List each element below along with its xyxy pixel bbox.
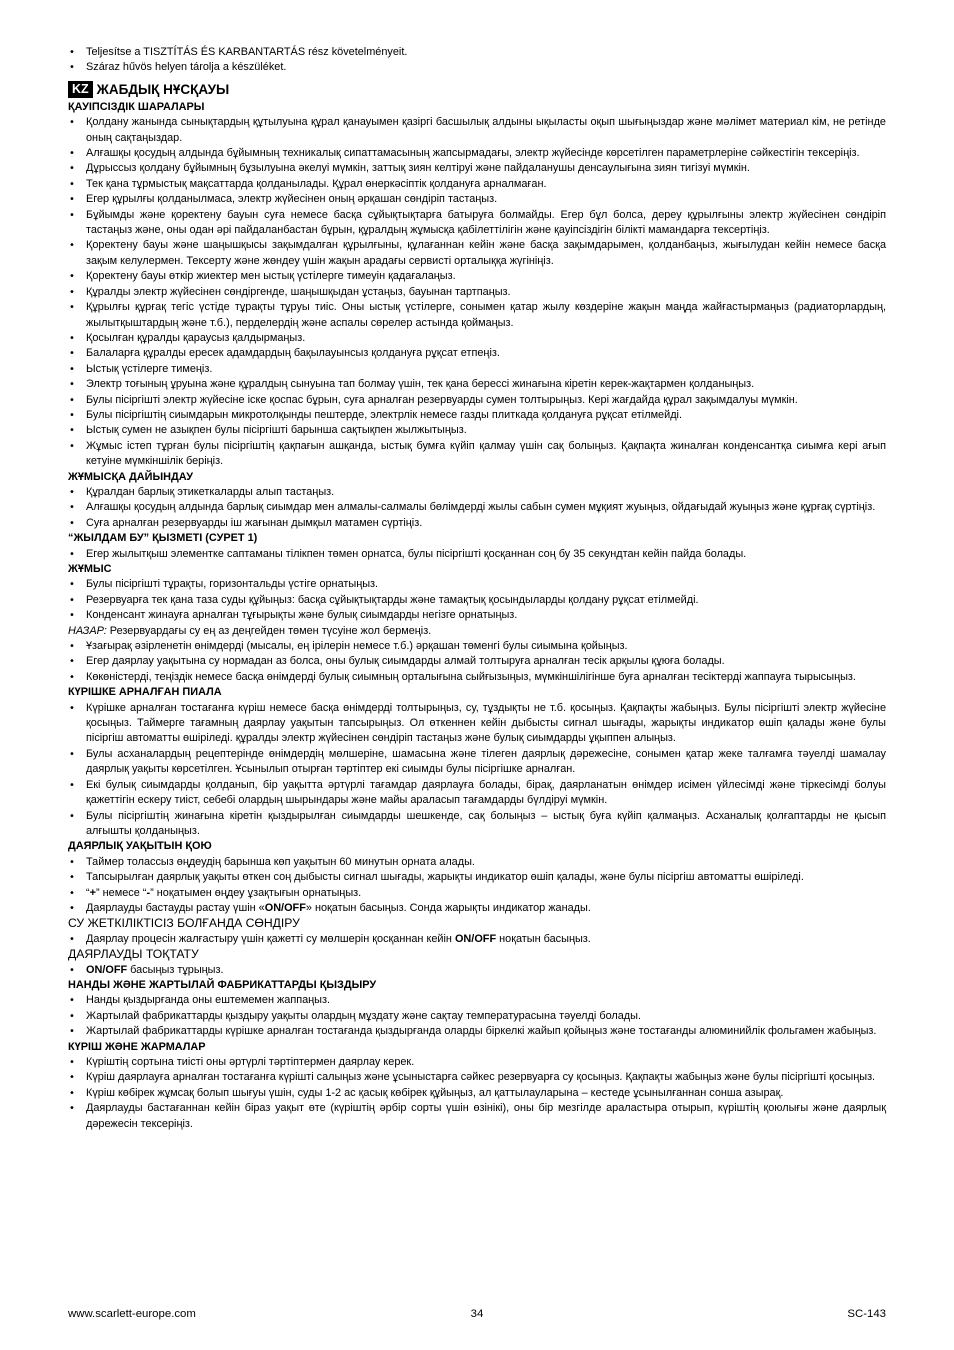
section-title-rice-bowl: КҮРІШКЕ АРНАЛҒАН ПИАЛА: [68, 686, 222, 699]
list-item: • Балаларға құралды ересек адамдардың бақылауынсыз қолдануға рұқсат етпеңіз.: [68, 346, 886, 361]
list-item: • Құралды электр жүйесінен сөндіргенде, шаңышқыдан ұстаңыз, бауынан тартпаңыз.: [68, 285, 886, 300]
section-title-reheating: НАНДЫ ЖӘНЕ ЖАРТЫЛАЙ ФАБРИКАТТАРДЫ ҚЫЗДЫРУ: [68, 978, 377, 991]
language-badge: KZ: [68, 81, 93, 98]
intro-list: [68, 45, 886, 76]
plus-key-label: +: [89, 886, 97, 899]
list-item: • Құрылғы құрғақ тегіс үстіде тұрақты тұруы тиіс. Оны ыстық үстілерге, сонымен қатар жылу көздеріне жақын маңда жайғастырмаңыз (радиаторлардың, жылытқыштардың және т.б.), перделердің және аспалы сөрелер астында қоймаңыз.: [68, 300, 886, 331]
list-item: • Күріштің сортына тиісті оны әртүрлі тәртіптермен даярлау керек.: [68, 1055, 886, 1070]
preparation-list: [68, 485, 886, 531]
section-title-stop: ДАЯРЛАУДЫ ТОҚТАТУ: [68, 947, 199, 962]
operation-list: [68, 577, 886, 623]
footer-model: SC-143: [847, 1308, 886, 1320]
note-label: НАЗАР:: [68, 624, 107, 637]
section-title-preparation: ЖҰМЫСҚА ДАЙЫНДАУ: [68, 470, 193, 483]
list-item: • Ыстық үстілерге тимеңіз.: [68, 362, 886, 377]
list-item: • Егер даярлау уақытына су нормадан аз болса, оны булық сиымдарды алмай толтыруға арналған тесік арқылы құюға болады.: [68, 654, 886, 669]
operation-note: [68, 624, 886, 639]
rice-bowl-list: [68, 701, 886, 840]
list-item: • Қоректену бауы және шаңышқысы зақымдалған құрылғыны, құлағаннан кейін және басқа зақымдарымен, қолданбаңыз, жығылудан кейін немесе басқа зақым келулермен. Тексерту және жөндеу үшін жақын арадағы сервисті орталыққа жүгініңіз.: [68, 238, 886, 269]
list-item: • Жартылай фабрикаттарды күрішке арналған тостағанда қыздырғанда оларды біркелкі жайып қойыңыз және тостағанды алюминийлік фольгамен жабыңыз.: [68, 1024, 886, 1039]
list-item: • Даярлау процесін жалғастыру үшін қажетті су мөлшерін қосқаннан кейін ON/OFF ноқатын басыңыз.: [68, 932, 886, 947]
list-item: • “+” немесе “-” ноқатымен өңдеу ұзақтығын орнатыңыз.: [68, 886, 886, 901]
list-item: • Нанды қыздырғанда оны ештемемен жаппаңыз.: [68, 993, 886, 1008]
list-item: • Булы пісіргішті тұрақты, горизонтальды үстіге орнатыңыз.: [68, 577, 886, 592]
stop-list: [68, 963, 886, 978]
rice-grains-list: [68, 1055, 886, 1132]
list-item: • Булы пісіргіштің жинағына кіретін қыздырылған сиымдарды шешкенде, сақ болыңыз – ыстық буға күйіп қалмаңыз. Асханалық қолғаптарды не қысып алғышты қолданыңыз.: [68, 809, 886, 840]
operation-list-continued: [68, 639, 886, 685]
list-item: • Ұзағырақ әзірленетін өнімдерді (мысалы, ең ірілерін немесе т.б.) әрқашан төменгі булы сиымына қойыңыз.: [68, 639, 886, 654]
manual-title: ЖАБДЫҚ НҰСҚАУЫ: [96, 82, 230, 98]
list-item: • Қолдану жанында сынықтардың құтылуына құрал қанауымен қазіргі басшылық алдыны ықыласты оқып шығыңыздар және мәлімет материал кім, не ретінде оның сақтаңыздар.: [68, 115, 886, 146]
language-heading: [68, 80, 886, 100]
list-item: • Таймер толассыз өңдеудің барынша көп уақытын 60 минутын орната алады.: [68, 855, 886, 870]
list-item: • Дұрыссыз қолдану бұйымның бұзылуына әкелуі мүмкін, заттық зиян келтіруі және пайдаланушы денсаулығына зиян тигізуі мүмкін.: [68, 161, 886, 176]
section-title-timer: ДАЯРЛЫҚ УАҚЫТЫН ҚОЮ: [68, 840, 212, 853]
list-item: • Қоректену бауы өткір жиектер мен ыстық үстілерге тимеуін қадағалаңыз.: [68, 269, 886, 284]
list-item: • Жұмыс істеп тұрған булы пісіргіштің қақпағын ашқанда, ыстық бумға күйіп қалмау үшін сақ болыңыз. Қақпақта жиналған конденсантқа сиымға кері ағып кетуіне мүмкіншілік беріңіз.: [68, 439, 886, 470]
page-footer: [68, 1308, 886, 1323]
footer-page-number: 34: [470, 1308, 484, 1320]
timer-list: [68, 855, 886, 917]
list-item: • Алғашқы қосудың алдында бұйымның техникалық сипаттамасының жапсырмадағы, электр жүйесінде көрсетілген параметрлеріне сәйкестігін тексеріңіз.: [68, 146, 886, 161]
reheating-list: [68, 993, 886, 1039]
list-item: • Қосылған құралды қараусыз қалдырмаңыз.: [68, 331, 886, 346]
section-title-quick-steam: “ЖЫЛДАМ БУ” ҚЫЗМЕТІ (СУРЕТ 1): [68, 532, 258, 545]
list-item: • Резервуарға тек қана таза суды құйыңыз: басқа сұйықтықтарды және тамақтық қосындыларды қолдану рұқсат етілмейді.: [68, 593, 886, 608]
list-item: • Күріш көбірек жұмсақ болып шығуы үшін, суды 1-2 ас қасық көбірек құйыңыз, ал қаттылауларына – кестеде ұсынылғаннан сонша азырақ.: [68, 1086, 886, 1101]
list-item: • Күріш даярлауға арналған тостағанға күрішті салыңыз және ұсыныстарға сәйкес резервуарға су қосыңыз. Қақпақты жабыңыз және булы пісіргішті қосыңыз.: [68, 1070, 886, 1085]
quick-steam-list: [68, 547, 886, 562]
list-item: • Бұйымды және қоректену бауын суға немесе басқа сұйықтықтарға батыруға болмайды. Егер бұл болса, дереу құрылғыны электр жүйесінен сөндіріп тастаңыз және, оны одан әрі пайдаланбастан бұрын, құралдың жұмысқа қабілеттілігін және қауіпсіздігін білікті мамандарға тексертіңіз.: [68, 208, 886, 239]
note-text: Резервуардағы су ең аз деңгейден төмен түсуіне жол бермеңіз.: [106, 624, 432, 637]
list-item: • Жартылай фабрикаттарды қыздыру уақыты олардың мұздату және сақтау температурасына тәуелді болады.: [68, 1009, 886, 1024]
list-item: • Егер жылытқыш элементке саптаманы тілікпен төмен орнатса, булы пісіргішті қосқаннан соң бу 35 секундтан кейін пайда болады.: [68, 547, 886, 562]
list-item: • Көкөністерді, теңіздік немесе басқа өнімдерді булық сиымның орталығына сыйғызыңыз, мүмкіншілігінше буға арналған тесіктерді жаппауға тырысыңыз.: [68, 670, 886, 685]
list-item: • Булы пісіргіштің сиымдарын микротолқынды пештерде, электрлік немесе газды плиткада қолдануға рұқсат етілмейді.: [68, 408, 886, 423]
on-off-key-label: ON/OFF: [454, 932, 497, 945]
section-title-operation: ЖҰМЫС: [68, 563, 112, 575]
list-item: • Ыстық сумен не азықпен булы пісіргішті барынша сақтықпен жылжытыңыз.: [68, 423, 886, 438]
section-title-safety: ҚАУІПСІЗДІК ШАРАЛАРЫ: [68, 100, 205, 113]
section-title-low-water: СУ ЖЕТКІЛІКТІСІЗ БОЛҒАНДА СӨНДІРУ: [68, 916, 300, 931]
list-item: • Teljesítse a TISZTÍTÁS ÉS KARBANTARTÁS rész követelményeit.: [68, 45, 886, 60]
list-item: • Тек қана тұрмыстық мақсаттарда қолданылады. Құрал өнеркәсіптік қолдануға арналмаған.: [68, 177, 886, 192]
list-item: • Күрішке арналған тостағанға күріш немесе басқа өнімдерді толтырыңыз, су, тұздықты не т.б. қосыңыз. Қақпақты жабыңыз. Булы пісіргішті электр жүйесіне қосыңыз. Таймерге тағамның даярлау уақытын тапсырыңыз. Ол өткеннен кейін дыбысты сигнал шығады, жарықты индикатор өшіп қалады және булы пісіргіш автоматты өшіріледі. құралды электр жүйесінен сөндіріп тастаңыз және булық сиымдарды ұқыппен алыңыз.: [68, 701, 886, 747]
list-item: • Даярлауды бастауды растау үшін «ON/OFF» ноқатын басыңыз. Сонда жарықты индикатор жанады.: [68, 901, 886, 916]
list-item: • Электр тоғының ұруына және құралдың сынуына тап болмау үшін, тек қана берессі жинағына кіретін керек-жақтармен қолданыңыз.: [68, 377, 886, 392]
list-item: • Екі булық сиымдарды қолданып, бір уақытта әртүрлі тағамдар даярлауға болады, бірақ, даярланатын өнімдер исімен үйлесімді және тіркесімді болуы қажеттігін ескеру тиіст, себебі олардың шырындары және майы араласып тағамдарды бүлдіруі мүмкін.: [68, 778, 886, 809]
minus-key-label: -: [146, 886, 151, 899]
list-item: • Булы пісіргішті электр жүйесіне іске қоспас бұрын, суға арналған резервуарды сумен толтырыңыз. Кері жағдайда құрал зақымдалуы мүмкін.: [68, 393, 886, 408]
on-off-key-label: ON/OFF: [264, 901, 306, 914]
document-page: [68, 45, 886, 1132]
list-item: • Егер құрылғы қолданылмаса, электр жүйесінен оның әрқашан сөндіріп тастаңыз.: [68, 192, 886, 207]
list-item: • Булы асханалардың рецептеріндe өнімдердің мөлшеріне, шамасына және тілеген даярлық дәрежесіне, сонымен қатар жеке талғамға тәуелді шамалау даярлық уақыты көрсетілген. Ұсынылып отырған тәртіптер екі сиымды булы пісіргішке арналған.: [68, 747, 886, 778]
list-item: • Даярлауды бастағаннан кейін біраз уақыт өте (күріштің әрбір сорты үшін өзінікі), оны бір мезгілде араластыра отырып, күріштің қоюлығы және даярлық дәрежесін тексеріңіз.: [68, 1101, 886, 1132]
list-item: • Алғашқы қосудың алдында барлық сиымдар мен алмалы-салмалы бөлімдерді жылы сабын сумен мұқият жуыңыз, ойдағыдай жуыңыз және құрғақ сүртіңіз.: [68, 500, 886, 515]
on-off-key-label: ON/OFF: [86, 963, 128, 976]
list-item: • Құралдан барлық этикеткаларды алып тастаңыз.: [68, 485, 886, 500]
list-item: • Száraz hűvös helyen tárolja a készüléket.: [68, 60, 886, 75]
list-item: • Тапсырылған даярлық уақыты өткен соң дыбысты сигнал шығады, жарықты индикатор өшіп қалады, және булы пісіргіш автоматты өшіріледі.: [68, 870, 886, 885]
safety-list: [68, 115, 886, 469]
list-item: • Конденсант жинауға арналған тұғырықты және булық сиымдарды негізге орнатыңыз.: [68, 608, 886, 623]
list-item: • ON/OFF басыңыз тұрыңыз.: [68, 963, 886, 978]
low-water-list: [68, 932, 886, 947]
section-title-rice-grains: КҮРІШ ЖӘНЕ ЖАРМАЛАР: [68, 1040, 206, 1053]
list-item: • Суға арналған резервуарды іш жағынан дымқыл матамен сүртіңіз.: [68, 516, 886, 531]
footer-website: www.scarlett-europe.com: [68, 1308, 196, 1320]
